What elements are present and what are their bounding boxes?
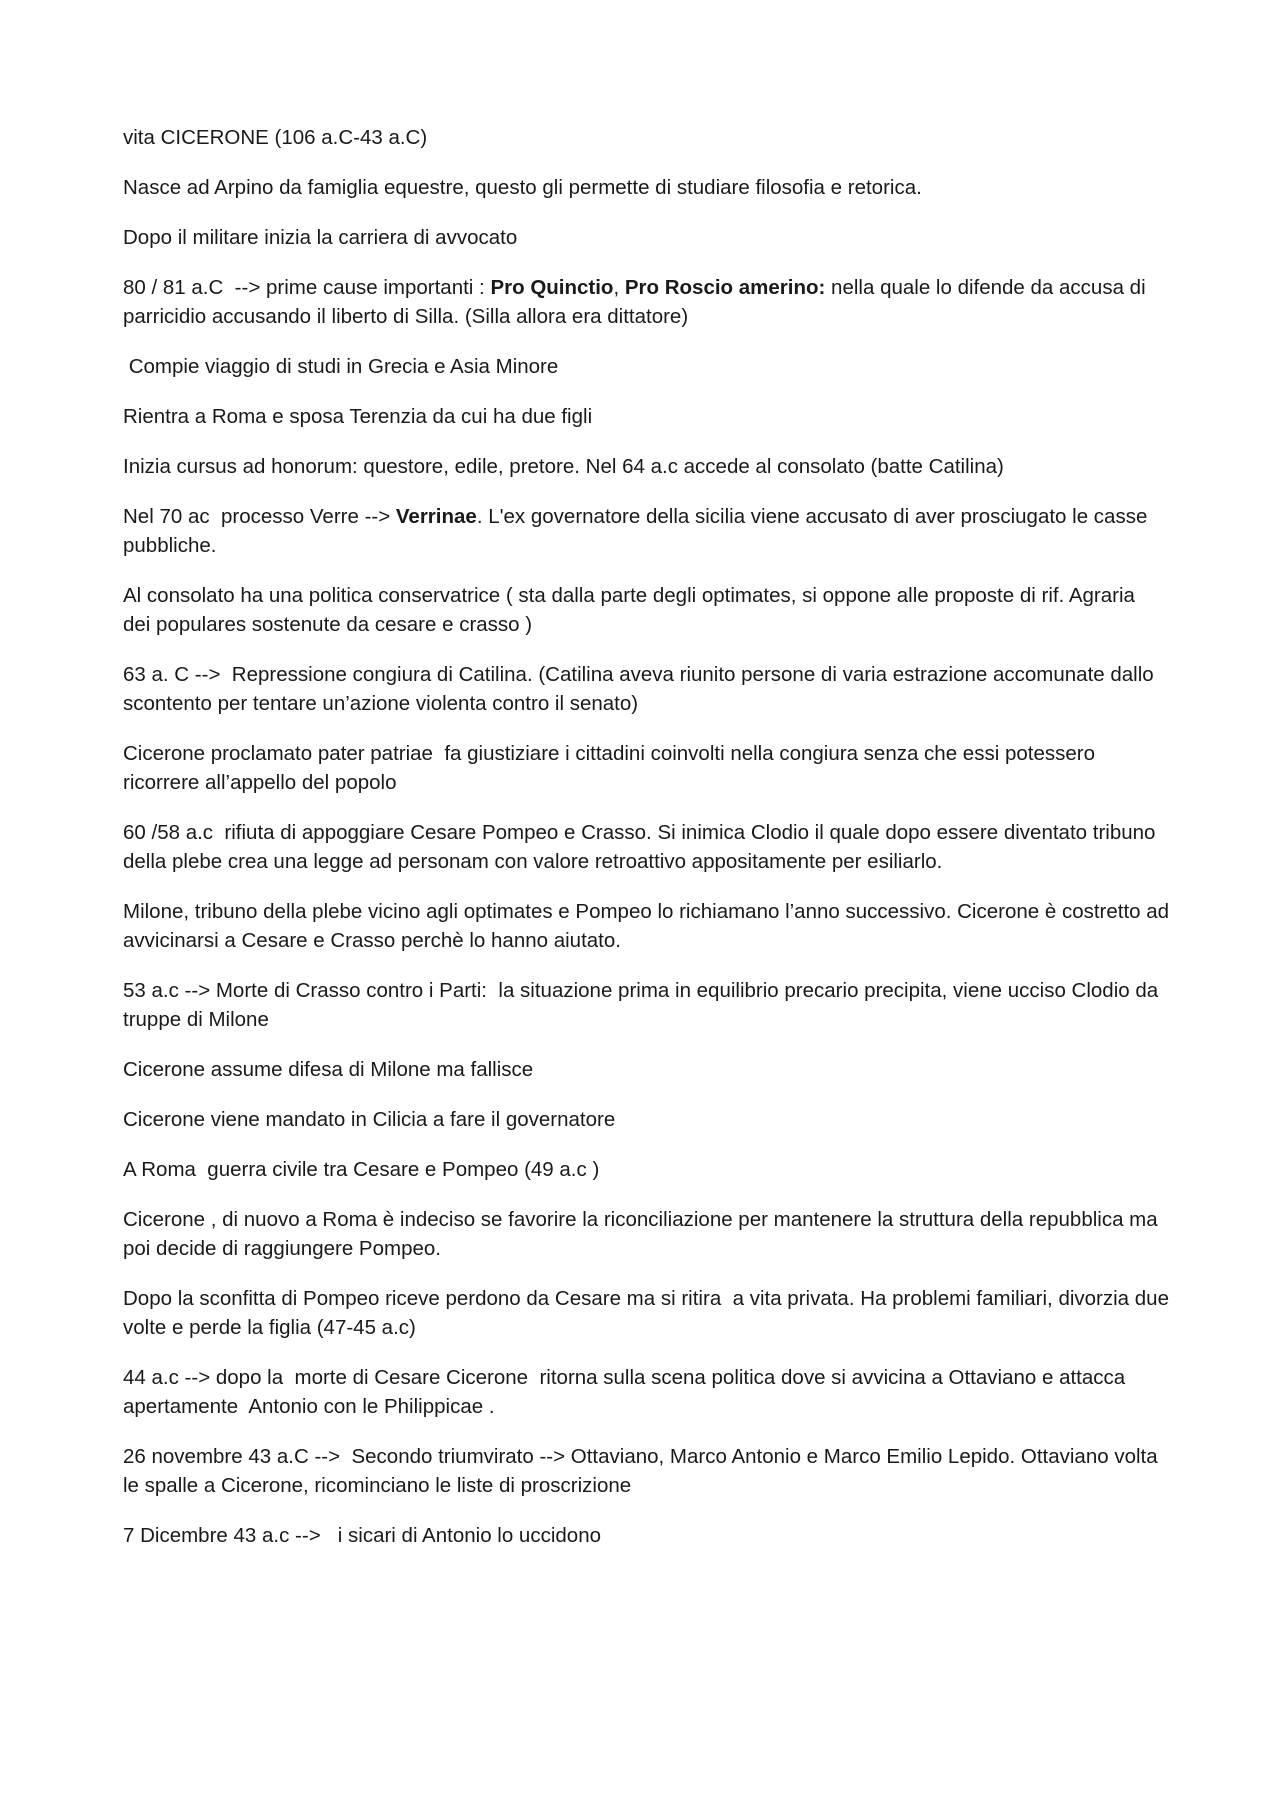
paragraph (123, 976, 1173, 1034)
text-segment: Al consolato ha una politica conservatrice ( sta dalla parte degli optimates, si oppone alle proposte di rif. Agraria dei populares sostenute da cesare e crasso ) (123, 584, 1147, 636)
text-segment: 44 a.c --> dopo la morte di Cesare Cicerone ritorna sulla scena politica dove si avvicina a Ottaviano e attacca apertamente Antonio con le Philippicae . (123, 1366, 1131, 1418)
text-segment: 7 Dicembre 43 a.c --> i sicari di Antonio lo uccidono (123, 1524, 601, 1547)
paragraph (123, 1363, 1173, 1421)
text-segment: Cicerone proclamato pater patriae fa giustiziare i cittadini coinvolti nella congiura senza che essi potessero ricorrere all’appello del popolo (123, 742, 1101, 794)
text-segment: 80 / 81 a.C --> prime cause importanti : (123, 276, 491, 299)
paragraph (123, 402, 1173, 431)
paragraph (123, 502, 1173, 560)
paragraph (123, 897, 1173, 955)
text-segment: Dopo la sconfitta di Pompeo riceve perdono da Cesare ma si ritira a vita privata. Ha problemi familiari, divorzia due volte e perde la figlia (47-45 a.c) (123, 1287, 1175, 1339)
paragraph (123, 660, 1173, 718)
text-segment: Compie viaggio di studi in Grecia e Asia Minore (123, 355, 559, 378)
text-segment: 53 a.c --> Morte di Crasso contro i Parti: la situazione prima in equilibrio precario precipita, viene ucciso Clodio da truppe di Milone (123, 979, 1164, 1031)
paragraph (123, 1284, 1173, 1342)
text-segment: Cicerone assume difesa di Milone ma fallisce (123, 1058, 534, 1081)
paragraph (123, 273, 1173, 331)
paragraph-list (123, 173, 1173, 1550)
text-segment: Cicerone viene mandato in Cilicia a fare il governatore (123, 1108, 616, 1131)
paragraph (123, 1055, 1173, 1084)
bold-text-segment: Pro Quinctio (490, 276, 614, 299)
document-title: vita CICERONE (106 a.C-43 a.C) (123, 126, 428, 149)
paragraph (123, 1205, 1173, 1263)
text-segment: Nel 70 ac processo Verre --> (123, 505, 396, 528)
text-segment: Inizia cursus ad honorum: questore, edile, pretore. Nel 64 a.c accede al consolato (batte Catilina) (123, 455, 1004, 478)
bold-text-segment: Verrinae (395, 505, 477, 528)
paragraph (123, 818, 1173, 876)
text-segment: . L'ex governatore della sicilia viene accusato di aver prosciugato le casse pubbliche. (123, 505, 1154, 557)
paragraph (123, 739, 1173, 797)
paragraph (123, 581, 1173, 639)
text-segment: Rientra a Roma e sposa Terenzia da cui ha due figli (123, 405, 593, 428)
text-segment: nella quale lo difende da accusa di parricidio accusando il liberto di Silla. (Silla allora era dittatore) (123, 276, 1152, 328)
bold-text-segment: Pro Roscio amerino: (624, 276, 826, 299)
text-segment: Milone, tribuno della plebe vicino agli optimates e Pompeo lo richiamano l’anno successivo. Cicerone è costretto ad avvicinarsi a Cesare e Crasso perchè lo hanno aiutato. (123, 900, 1175, 952)
text-segment: 60 /58 a.c rifiuta di appoggiare Cesare Pompeo e Crasso. Si inimica Clodio il quale dopo essere diventato tribuno della plebe crea una legge ad personam con valore retroattivo appositamente per esiliarlo. (123, 821, 1162, 873)
text-segment: Nasce ad Arpino da famiglia equestre, questo gli permette di studiare filosofia e retorica. (123, 176, 922, 199)
paragraph (123, 1442, 1173, 1500)
document-page (123, 123, 1173, 1571)
paragraph (123, 1521, 1173, 1550)
paragraph (123, 452, 1173, 481)
text-segment: 26 novembre 43 a.C --> Secondo triumvirato --> Ottaviano, Marco Antonio e Marco Emilio Lepido. Ottaviano volta le spalle a Cicerone, ricominciano le liste di proscrizione (123, 1445, 1164, 1497)
paragraph (123, 1155, 1173, 1184)
text-segment: Cicerone , di nuovo a Roma è indeciso se favorire la riconciliazione per mantenere la struttura della repubblica ma poi decide di raggiungere Pompeo. (123, 1208, 1164, 1260)
paragraph (123, 1105, 1173, 1134)
text-segment: 63 a. C --> Repressione congiura di Catilina. (Catilina aveva riunito persone di varia estrazione accomunate dallo scontento per tentare un’azione violenta contro il senato) (123, 663, 1160, 715)
paragraph (123, 223, 1173, 252)
paragraph (123, 173, 1173, 202)
text-segment: Dopo il militare inizia la carriera di avvocato (123, 226, 518, 249)
text-segment: , (613, 276, 625, 299)
text-segment: A Roma guerra civile tra Cesare e Pompeo (49 a.c ) (123, 1158, 600, 1181)
paragraph (123, 352, 1173, 381)
